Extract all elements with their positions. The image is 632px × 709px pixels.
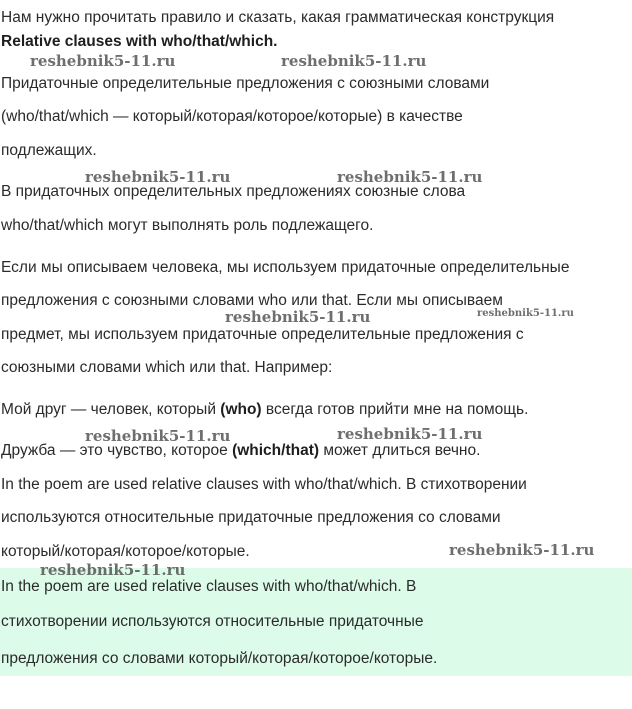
intro-line-1: Нам нужно прочитать правило и сказать, какая грамматическая конструкция	[1, 9, 555, 26]
watermark: reshebnik5-11.ru	[40, 561, 186, 579]
watermark: reshebnik5-11.ru	[85, 427, 231, 445]
example-1-before: Мой друг — человек, который	[1, 401, 221, 418]
rule-p1-line-1: Придаточные определительные предложения с союзными словами	[1, 75, 490, 92]
watermark: reshebnik5-11.ru	[477, 308, 574, 319]
example-1	[1, 400, 528, 420]
watermark: reshebnik5-11.ru	[449, 541, 595, 559]
watermark: reshebnik5-11.ru	[281, 52, 427, 70]
example-1-after: всегда готов прийти мне на помощь.	[261, 401, 529, 418]
example-2	[1, 441, 480, 461]
intro-line-2	[1, 32, 277, 52]
watermark: reshebnik5-11.ru	[225, 308, 371, 326]
rule-p1-line-3: подлежащих.	[1, 142, 97, 159]
watermark: reshebnik5-11.ru	[337, 425, 483, 443]
rule-p3-line-4: союзными словами which или that. Например:	[1, 359, 333, 376]
answer-line-3: предложения со словами который/которая/которое/которые.	[1, 650, 438, 667]
rule-p2-line-1: В придаточных определительных предложениях союзные слова	[1, 183, 466, 200]
explanation-line-1: In the poem are used relative clauses with who/that/which. В стихотворении	[1, 476, 527, 493]
rule-p3-line-2: предложения с союзными словами who или that. Если мы описываем	[1, 292, 503, 309]
example-2-after: может длиться вечно.	[319, 442, 481, 459]
example-1-bold: (who)	[220, 401, 262, 418]
rule-p1-line-2: (who/that/which — который/которая/которое/которые) в качестве	[1, 108, 463, 125]
topic-title: Relative clauses with who/that/which.	[1, 33, 278, 50]
answer-line-2: стихотворении используются относительные придаточные	[1, 613, 424, 630]
watermark: reshebnik5-11.ru	[337, 168, 483, 186]
watermark: reshebnik5-11.ru	[85, 168, 231, 186]
explanation-line-3: который/которая/которое/которые.	[1, 543, 250, 560]
answer-line-1: In the poem are used relative clauses with who/that/which. В	[1, 578, 417, 595]
watermark: reshebnik5-11.ru	[30, 52, 176, 70]
rule-p3-line-1: Если мы описываем человека, мы используем придаточные определительные	[1, 259, 570, 276]
example-2-bold: (which/that)	[232, 442, 320, 459]
rule-p3-line-3: предмет, мы используем придаточные определительные предложения с	[1, 326, 524, 343]
rule-p2-line-2: who/that/which могут выполнять роль подлежащего.	[1, 217, 374, 234]
example-2-before: Дружба — это чувство, которое	[1, 442, 233, 459]
explanation-line-2: используются относительные придаточные предложения со словами	[1, 509, 501, 526]
